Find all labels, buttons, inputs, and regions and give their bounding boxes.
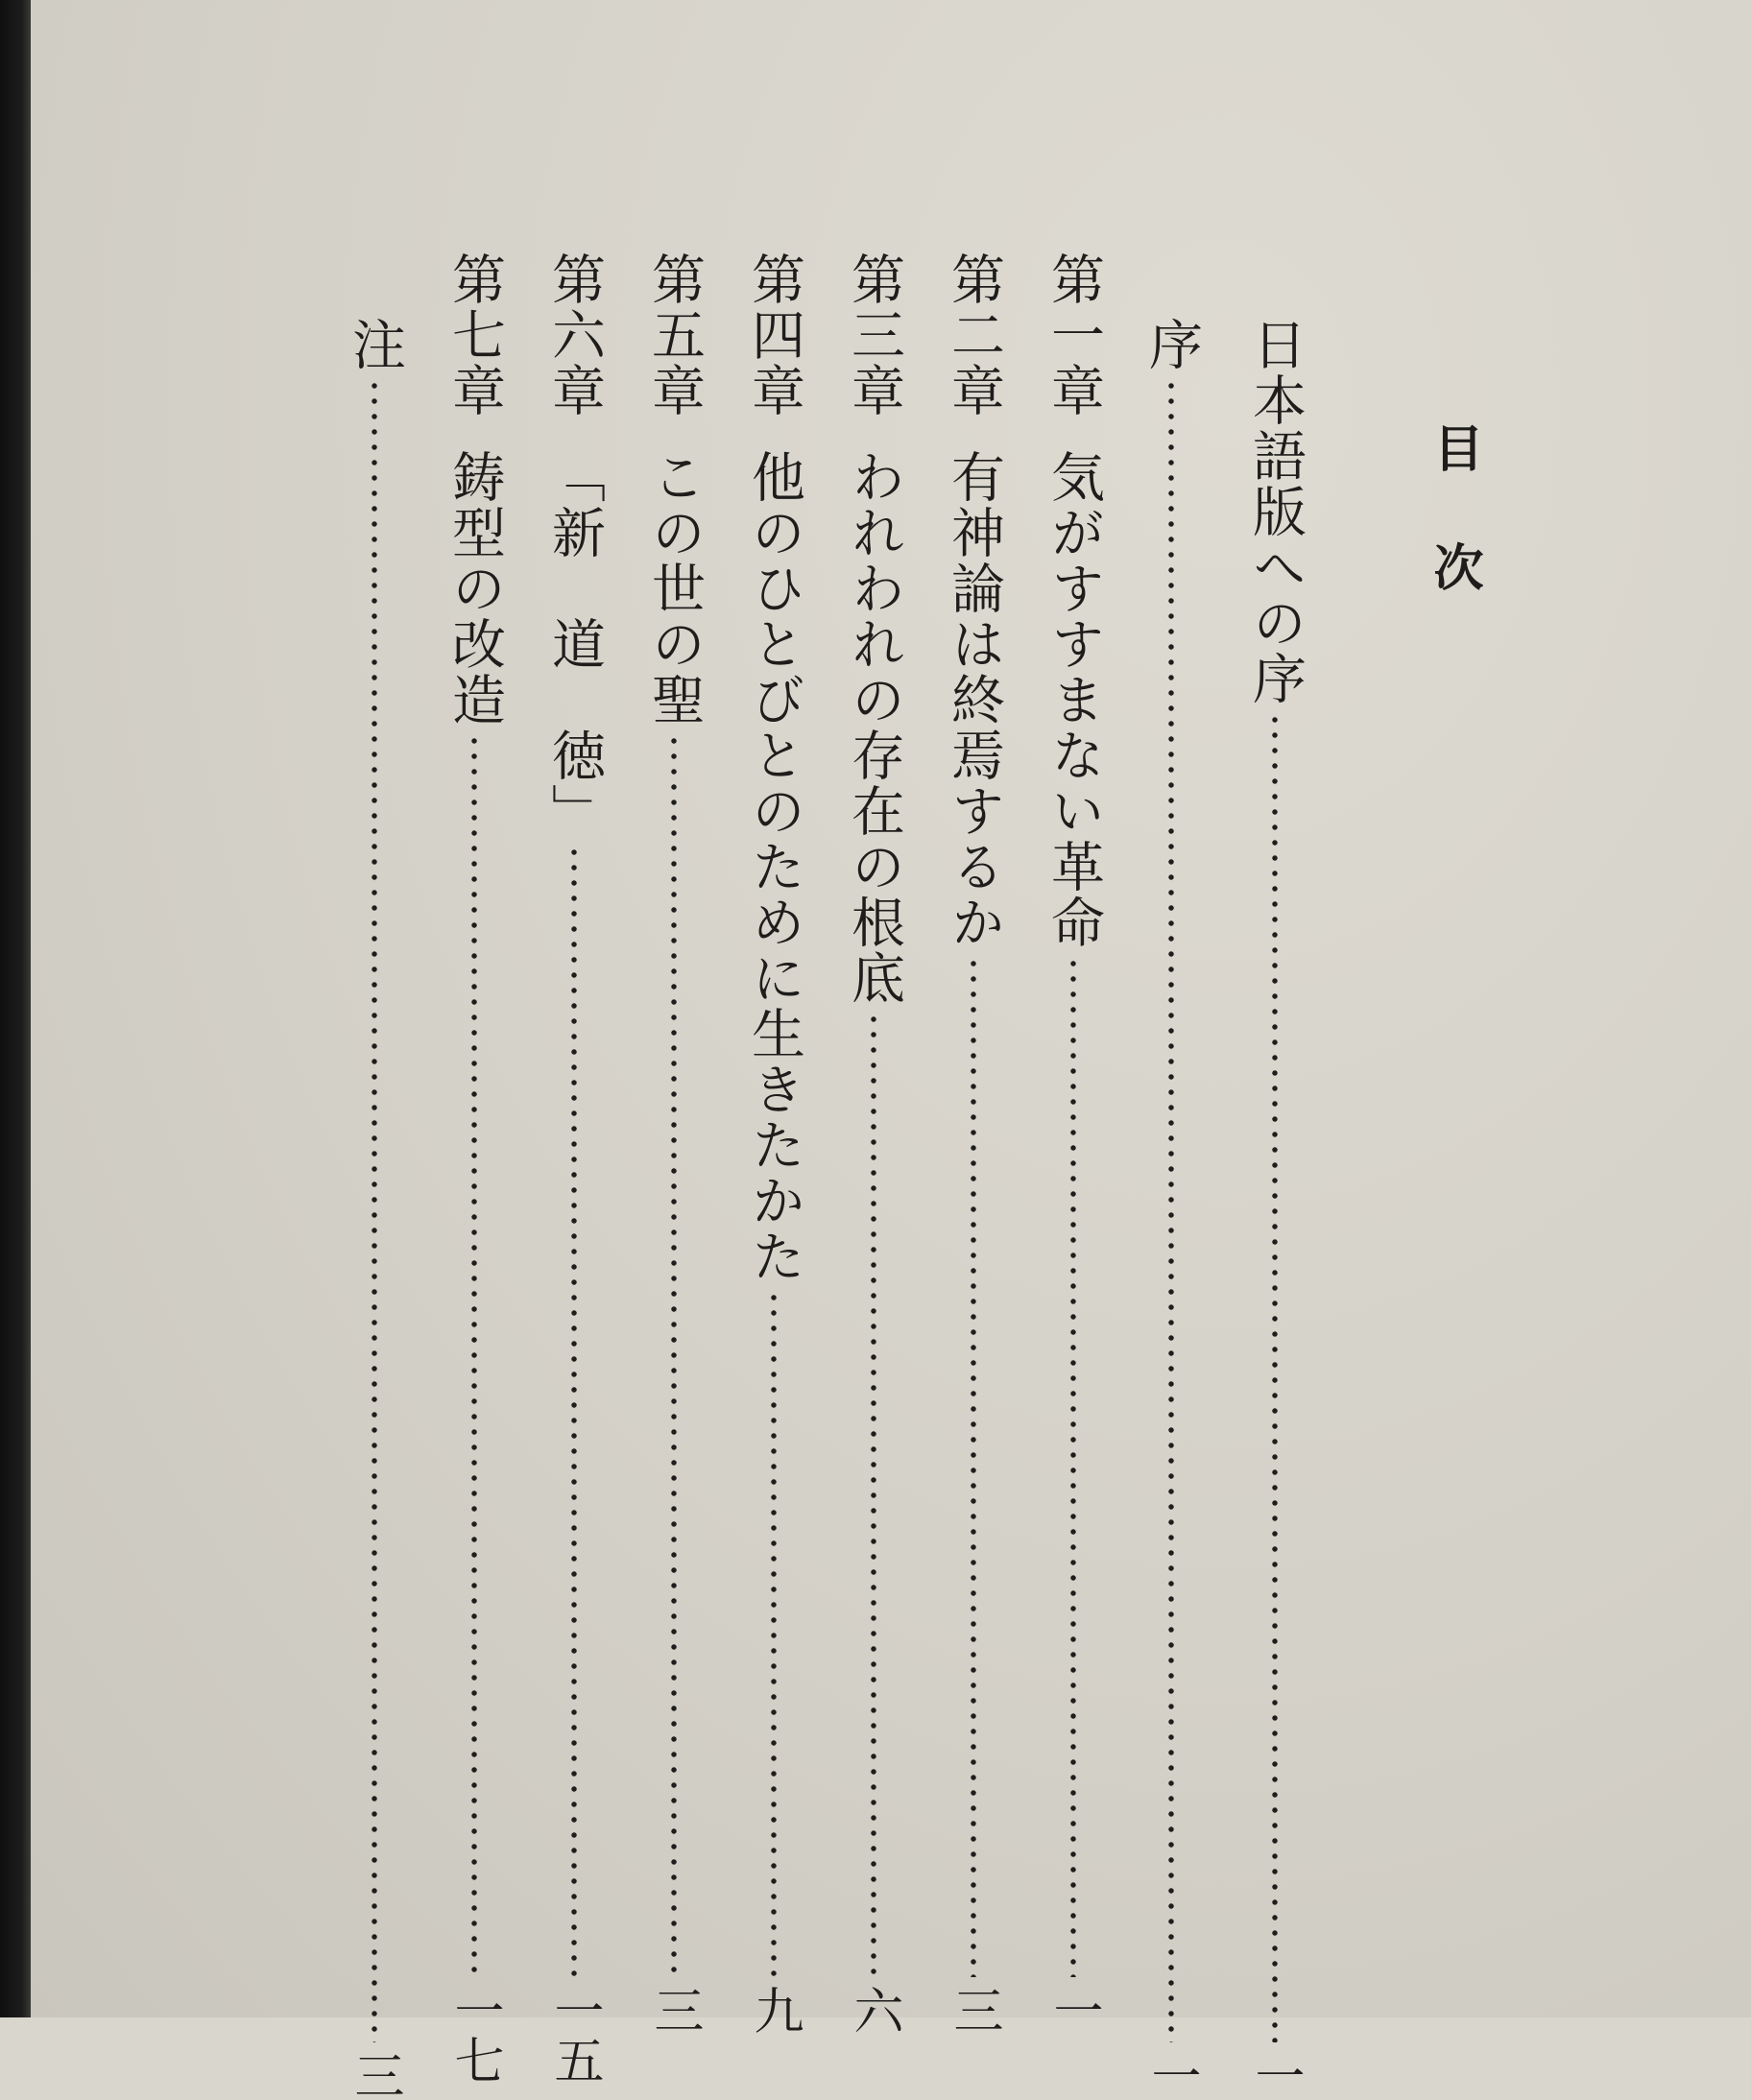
toc-entry-preface-japanese <box>1240 317 1309 2100</box>
toc-entry-number: 第二章 <box>943 251 1005 418</box>
toc-entry-number: 第六章 <box>543 251 606 418</box>
toc-title: 目次 <box>1425 422 1483 660</box>
toc-entry-page: 三 <box>945 1985 1002 2035</box>
toc-entry-page: 一 <box>1044 1985 1102 2035</box>
toc-entry-page: 三 <box>346 2050 403 2100</box>
toc-entry-label: 有神論は終焉するか <box>943 449 1005 950</box>
dot-leader <box>669 733 679 1977</box>
toc-entry-label: この世の聖 <box>643 449 706 728</box>
dot-leader <box>1068 956 1078 1977</box>
toc-entry-chapter-7 <box>440 251 509 2085</box>
dot-leader <box>869 1012 878 1977</box>
dot-leader <box>969 956 978 1977</box>
toc-entry-page: 九 <box>745 1985 803 2035</box>
dot-leader <box>370 378 379 2042</box>
toc-entry-chapter-4 <box>739 251 808 2035</box>
toc-entry-label: 序 <box>1140 317 1203 372</box>
toc-entry-label: 注 <box>344 317 406 372</box>
toc-entry-number: 第五章 <box>643 251 706 418</box>
toc-entry-label: 気がすすまない革命 <box>1043 449 1105 950</box>
dot-leader <box>569 845 579 1977</box>
toc-entry-chapter-5 <box>639 251 708 2035</box>
toc-entry-page: 三 <box>645 1985 703 2035</box>
dot-leader <box>1270 712 1280 2042</box>
toc-entry-number: 第七章 <box>444 251 506 418</box>
toc-entry-chapter-3 <box>839 251 908 2035</box>
book-spine <box>0 0 31 2017</box>
toc-entry-page: 一五 <box>545 1985 603 2085</box>
toc-entry-page: 一七 <box>445 1985 503 2085</box>
toc-entry-page: 六 <box>845 1985 902 2035</box>
toc-entry-chapter-1 <box>1039 251 1108 2035</box>
toc-entry-chapter-2 <box>939 251 1008 2035</box>
toc-entry-number: 第三章 <box>843 251 905 418</box>
toc-entry-label: 「新 道 徳」 <box>543 449 606 839</box>
toc-entry-page: 一 <box>1246 2050 1304 2100</box>
dot-leader <box>1166 378 1176 2042</box>
toc-entry-label: 鋳型の改造 <box>444 449 506 728</box>
toc-entry-page: 一 <box>1142 2050 1200 2100</box>
toc-entry-label: 他のひとびとのために生きたかた <box>743 449 805 1284</box>
toc-entry-number: 第一章 <box>1043 251 1105 418</box>
toc-entry-number: 第四章 <box>743 251 805 418</box>
dot-leader <box>469 733 479 1977</box>
toc-entry-chapter-6 <box>540 251 609 2085</box>
dot-leader <box>769 1290 779 1977</box>
toc-entry-label: われわれの存在の根底 <box>843 449 905 1006</box>
toc-entry-label: 日本語版への序 <box>1244 317 1307 706</box>
toc-entry-preface <box>1137 317 1206 2100</box>
toc-entry-notes <box>340 317 409 2100</box>
